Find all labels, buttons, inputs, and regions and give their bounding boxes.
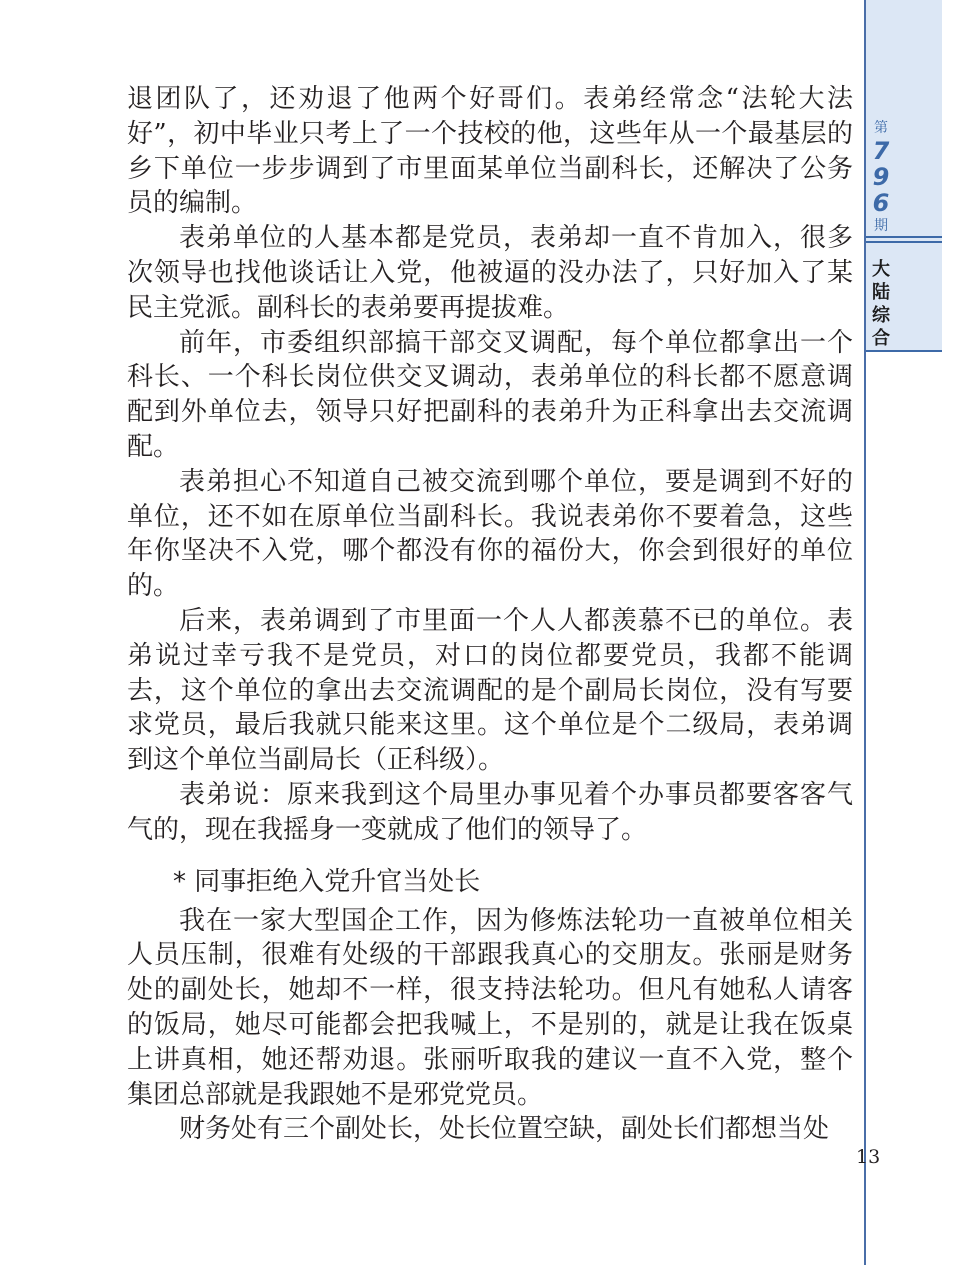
- tab-divider: [866, 236, 942, 243]
- paragraph: 后来，表弟调到了市里面一个人人都羡慕不已的单位。表弟说过幸亏我不是党员，对口的岗位都要党员，我都不能调去，这个单位的拿出去交流调配的是个副局长岗位，没有写要求党员，最后我就只能来这里。这个单位是个二级局，表弟调到这个单位当副局长（正科级）。: [127, 605, 853, 776]
- paragraph: 表弟说：原来我到这个局里办事见着个办事员都要客客气气的，现在我摇身一变就成了他们的领导了。: [127, 779, 853, 845]
- issue-digit: 7: [872, 137, 890, 165]
- section-char: 大: [872, 259, 890, 280]
- paragraph: 退团队了，还劝退了他两个好哥们。表弟经常念“法轮大法好”，初中毕业只考上了一个技校的他，这些年从一个最基层的乡下单位一步步调到了市里面某单位当副科长，还解决了公务员的编制。: [127, 84, 853, 219]
- tab-bottom-rule: [866, 350, 942, 352]
- paragraph: 财务处有三个副处长，处长位置空缺，副处长们都想当处: [179, 1114, 830, 1145]
- article-body: [127, 82, 853, 1147]
- section-char: 合: [872, 328, 890, 349]
- paragraph: 表弟单位的人基本都是党员，表弟却一直不肯加入，很多次领导也找他谈话让入党，他被逼的没办法了，只好加入了某民主党派。副科长的表弟要再提拔难。: [127, 223, 853, 323]
- issue-digit: 9: [872, 163, 890, 191]
- issue-number: [866, 118, 896, 236]
- paragraph: 前年，市委组织部搞干部交叉调配，每个单位都拿出一个科长、一个科长岗位供交叉调动，表弟单位的科长都不愿意调配到外单位去，领导只好把副科的表弟升为正科拿出去交流调配。: [127, 327, 853, 462]
- issue-suffix: 期: [874, 218, 888, 234]
- section-char: 陆: [872, 282, 890, 303]
- issue-prefix: 第: [874, 120, 888, 136]
- paragraph: 我在一家大型国企工作，因为修炼法轮功一直被单位相关人员压制，很难有处级的干部跟我真心的交朋友。张丽是财务处的副处长，她却不一样，很支持法轮功。但凡有她私人请客的饭局，她尽可能都会把我喊上，不是别的，就是让我在饭桌上讲真相，她还帮劝退。张丽听取我的建议一直不入党，整个集团总部就是我跟她不是邪党党员。: [127, 905, 853, 1110]
- paragraph: 表弟担心不知道自己被交流到哪个单位，要是调到不好的单位，还不如在原单位当副科长。我说表弟你不要着急，这些年你坚决不入党，哪个都没有你的福份大，你会到很好的单位的。: [127, 466, 853, 602]
- issue-digit: 6: [872, 189, 890, 217]
- section-char: 综: [872, 305, 890, 326]
- page-number: 13: [856, 1146, 881, 1168]
- section-heading: * 同事拒绝入党升官当处长: [173, 866, 481, 897]
- section-label: [866, 258, 896, 350]
